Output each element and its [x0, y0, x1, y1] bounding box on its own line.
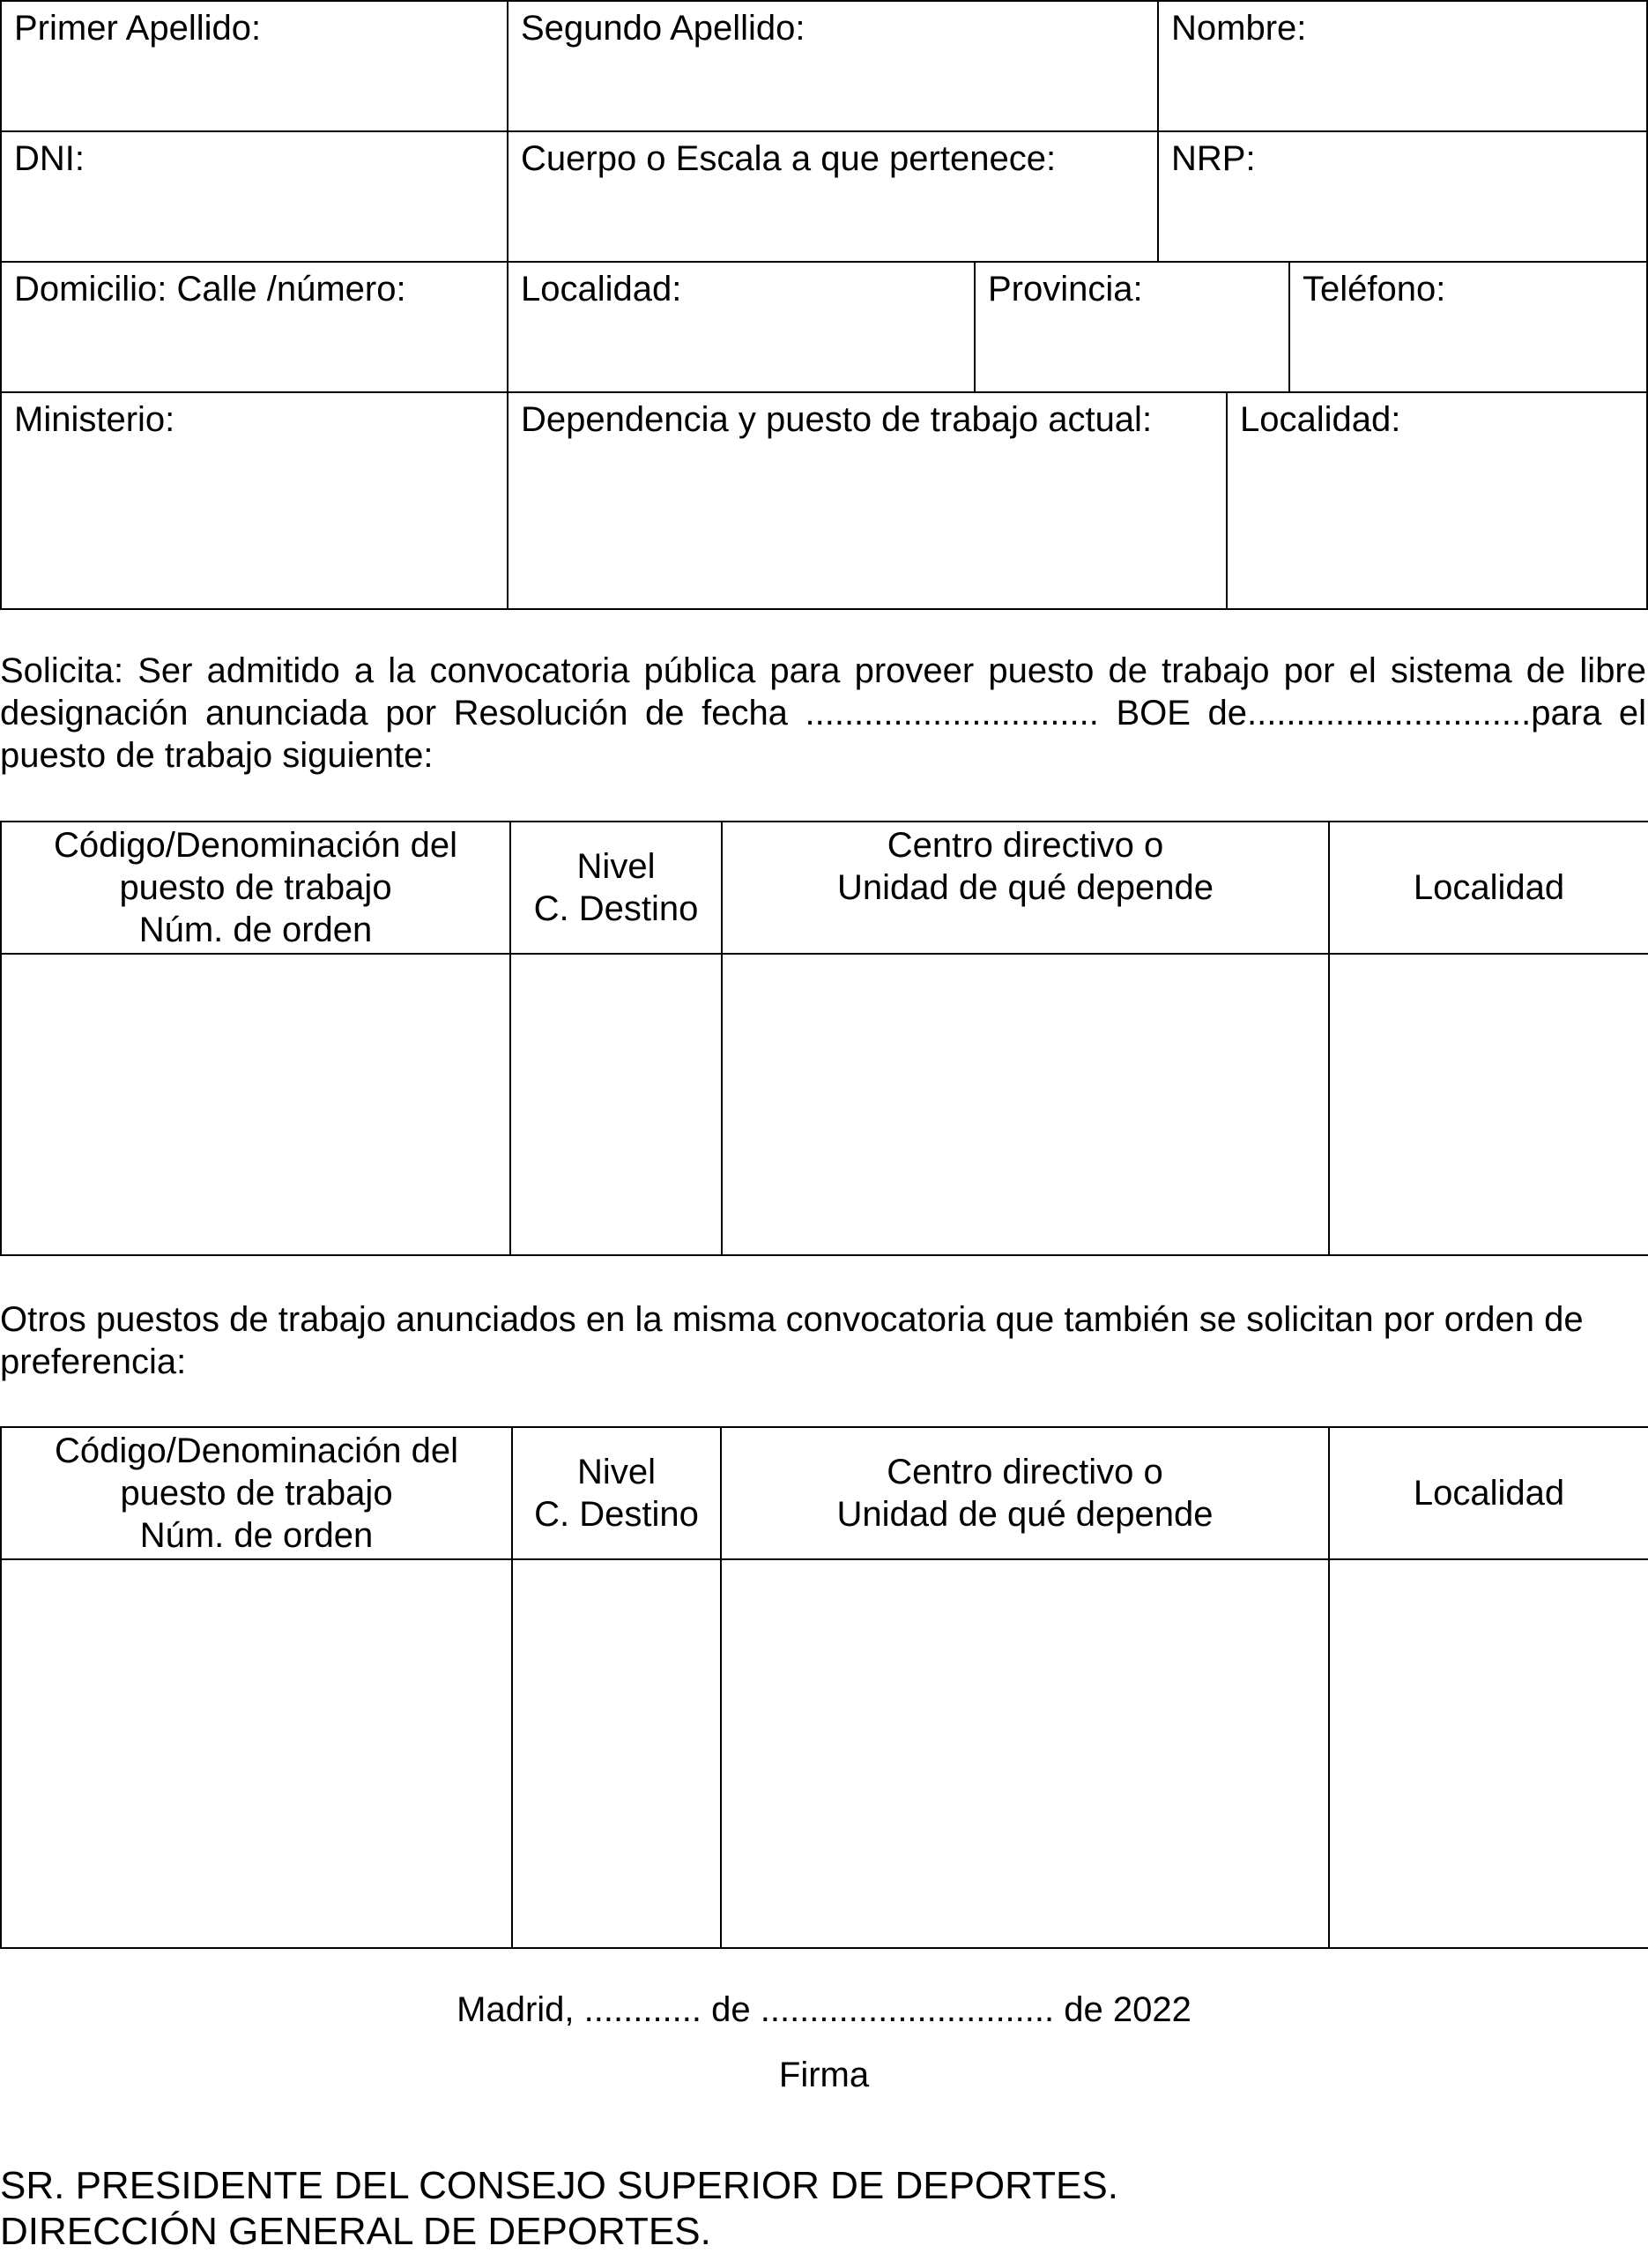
- col-header-codigo: Código/Denominación del puesto de trabajo Núm. de orden: [1, 822, 510, 954]
- nrp-label: NRP:: [1171, 139, 1256, 178]
- col-header-codigo: Código/Denominación del puesto de trabajo Núm. de orden: [1, 1427, 512, 1559]
- col-header-localidad: Localidad: [1329, 1427, 1648, 1559]
- dni-label: DNI:: [14, 139, 85, 178]
- domicilio-field[interactable]: [0, 261, 509, 393]
- nombre-label: Nombre:: [1171, 9, 1307, 48]
- localidad-input-cell[interactable]: [1329, 1559, 1648, 1948]
- date-line: Madrid, ............ de .............................. de 2022: [457, 1990, 1191, 2029]
- solicita-paragraph: Solicita: Ser admitido a la convocatoria pública para proveer puesto de trabajo por el sistema de libre designación anunciada por Resolución de fecha .............................. BOE de.............................para el puesto de trabajo siguiente:: [0, 651, 1646, 775]
- centro-input-cell[interactable]: [721, 1559, 1329, 1948]
- table-row: [1, 1559, 1648, 1948]
- addressee-line-1: SR. PRESIDENTE DEL CONSEJO SUPERIOR DE DEPORTES.: [0, 2164, 1118, 2207]
- primer-apellido-field[interactable]: [0, 0, 509, 132]
- dependencia-field[interactable]: [507, 391, 1228, 610]
- dni-field[interactable]: [0, 130, 509, 263]
- dependencia-label: Dependencia y puesto de trabajo actual:: [521, 400, 1153, 439]
- requested-job-table: [0, 821, 1648, 1256]
- col-header-centro: Centro directivo o Unidad de qué depende: [721, 1427, 1329, 1559]
- ministerio-field[interactable]: [0, 391, 509, 610]
- localidad-trabajo-label: Localidad:: [1240, 400, 1401, 439]
- nivel-input-cell[interactable]: [512, 1559, 721, 1948]
- col-header-localidad: Localidad: [1329, 822, 1648, 954]
- segundo-apellido-field[interactable]: [507, 0, 1159, 132]
- col-header-centro: Centro directivo o Unidad de qué depende: [722, 822, 1329, 954]
- ministerio-label: Ministerio:: [14, 400, 175, 439]
- addressee-line-2: DIRECCIÓN GENERAL DE DEPORTES.: [0, 2210, 711, 2253]
- codigo-input-cell[interactable]: [1, 954, 510, 1255]
- table-row: [1, 954, 1648, 1255]
- cuerpo-escala-label: Cuerpo o Escala a que pertenece:: [521, 139, 1057, 178]
- telefono-label: Teléfono:: [1303, 270, 1446, 309]
- localidad-input-cell[interactable]: [1329, 954, 1648, 1255]
- telefono-field[interactable]: [1288, 261, 1648, 393]
- localidad-trabajo-field[interactable]: [1226, 391, 1648, 610]
- codigo-input-cell[interactable]: [1, 1559, 512, 1948]
- localidad-field[interactable]: [507, 261, 976, 393]
- provincia-label: Provincia:: [988, 270, 1143, 309]
- col-header-nivel: Nivel C. Destino: [512, 1427, 721, 1559]
- segundo-apellido-label: Segundo Apellido:: [521, 9, 805, 48]
- nivel-input-cell[interactable]: [510, 954, 722, 1255]
- nrp-field[interactable]: [1157, 130, 1648, 263]
- nombre-field[interactable]: [1157, 0, 1648, 132]
- centro-input-cell[interactable]: [722, 954, 1329, 1255]
- firma-label: Firma: [778, 2056, 870, 2094]
- primer-apellido-label: Primer Apellido:: [14, 9, 262, 48]
- other-jobs-table: [0, 1426, 1648, 1949]
- otros-paragraph: Otros puestos de trabajo anunciados en la misma convocatoria que también se solicitan por orden de preferencia:: [0, 1300, 1584, 1381]
- domicilio-label: Domicilio: Calle /número:: [14, 270, 406, 309]
- localidad-label: Localidad:: [521, 270, 682, 309]
- provincia-field[interactable]: [974, 261, 1290, 393]
- cuerpo-escala-field[interactable]: [507, 130, 1159, 263]
- col-header-nivel: Nivel C. Destino: [510, 822, 722, 954]
